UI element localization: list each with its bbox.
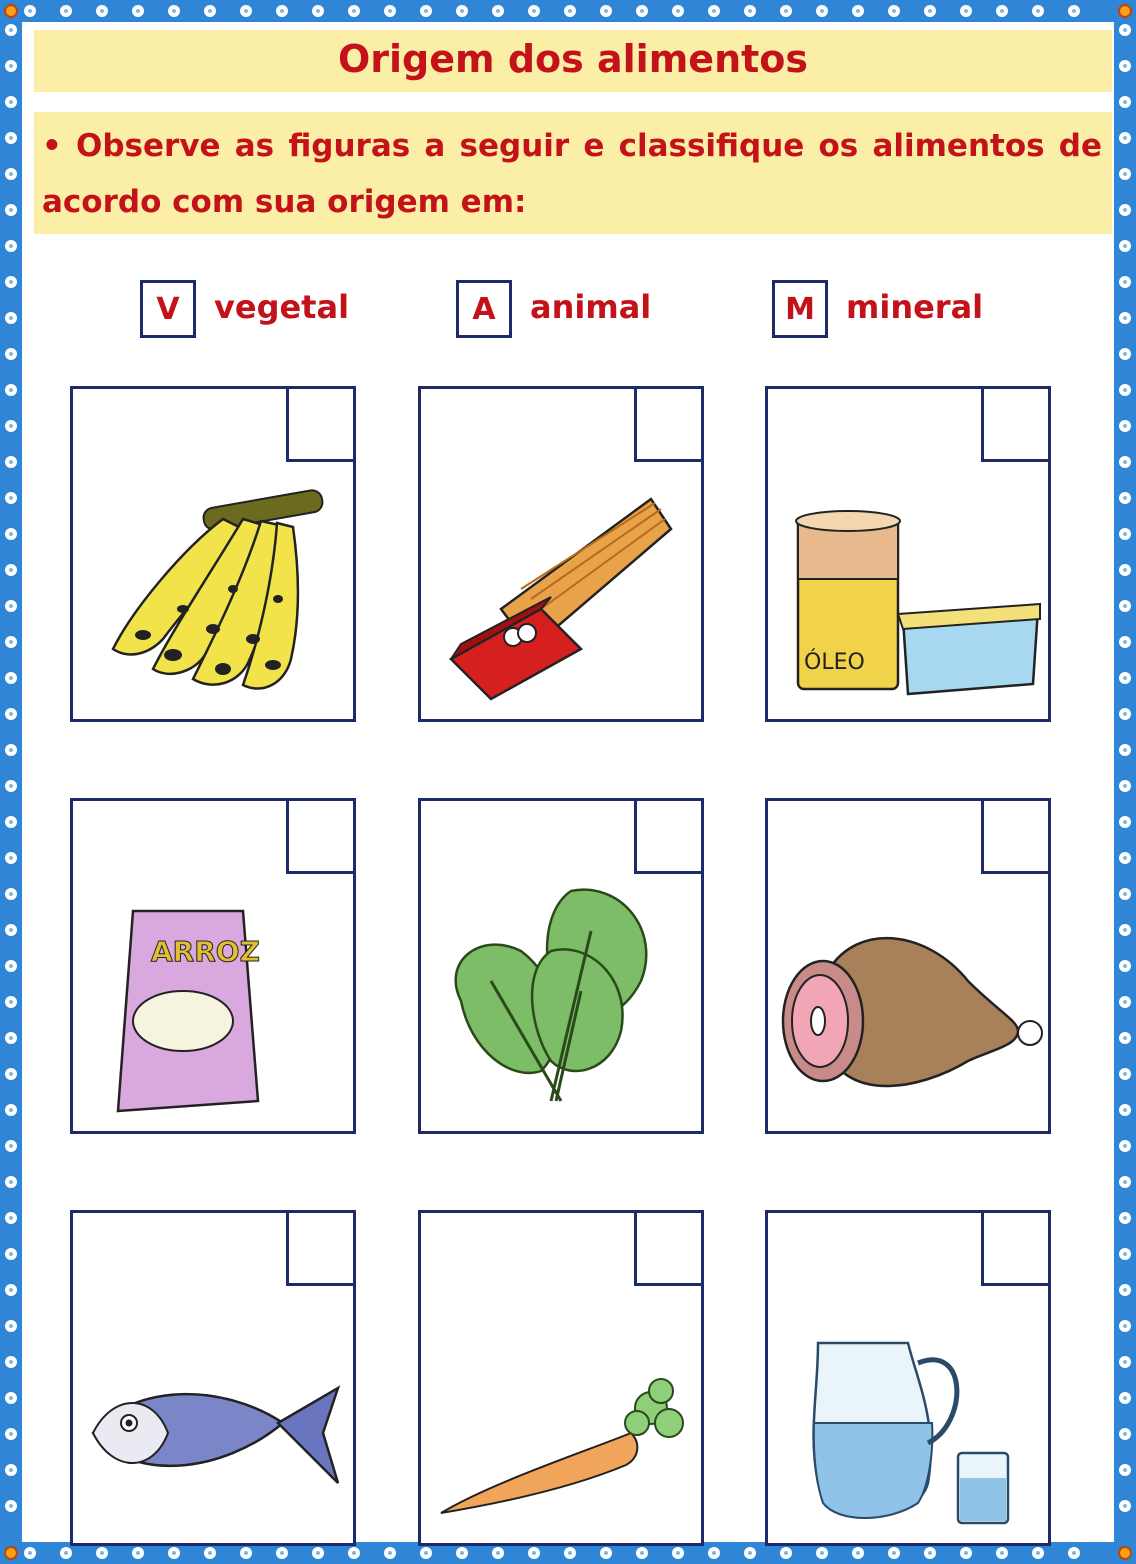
- worksheet-title: Origem dos alimentos: [337, 37, 809, 81]
- legend-label: animal: [530, 288, 652, 326]
- answer-box[interactable]: [634, 386, 704, 462]
- water-jug-image: [768, 1283, 1048, 1543]
- oil-label: ÓLEO: [804, 650, 865, 675]
- corner-ornament: [1118, 1546, 1132, 1560]
- legend-letter-box: V: [140, 280, 196, 338]
- food-card-spinach: [418, 798, 704, 1134]
- legend-letter-box: M: [772, 280, 828, 338]
- corner-ornament: [1118, 4, 1132, 18]
- food-card-banana: [70, 386, 356, 722]
- answer-box[interactable]: [981, 1210, 1051, 1286]
- food-card-carrot: [418, 1210, 704, 1546]
- spinach-image: [421, 871, 701, 1131]
- answer-box[interactable]: [981, 798, 1051, 874]
- answer-box[interactable]: [286, 798, 356, 874]
- answer-box[interactable]: [286, 1210, 356, 1286]
- food-card-water: [765, 1210, 1051, 1546]
- answer-box[interactable]: [286, 386, 356, 462]
- fish-image: [73, 1283, 353, 1543]
- food-card-oil-margarine: [765, 386, 1051, 722]
- ham-image: [768, 871, 1048, 1131]
- legend-label: mineral: [846, 288, 984, 326]
- legend-letter-box: A: [456, 280, 512, 338]
- banana-image: [73, 459, 353, 719]
- butter-image: [421, 459, 701, 719]
- answer-box[interactable]: [981, 386, 1051, 462]
- food-card-ham: [765, 798, 1051, 1134]
- answer-box[interactable]: [634, 798, 704, 874]
- food-card-butter: [418, 386, 704, 722]
- carrot-image: [421, 1283, 701, 1543]
- legend-label: vegetal: [214, 288, 350, 326]
- oil-margarine-image: [768, 459, 1048, 719]
- rice-bag-image: [73, 871, 353, 1131]
- corner-ornament: [4, 4, 18, 18]
- instruction-text: • Observe as figuras a seguir e classifique os alimentos de acordo com sua origem em:: [42, 128, 1102, 220]
- corner-ornament: [4, 1546, 18, 1560]
- food-card-fish: [70, 1210, 356, 1546]
- answer-box[interactable]: [634, 1210, 704, 1286]
- rice-bag-label: ARROZ: [151, 935, 260, 968]
- food-card-rice: [70, 798, 356, 1134]
